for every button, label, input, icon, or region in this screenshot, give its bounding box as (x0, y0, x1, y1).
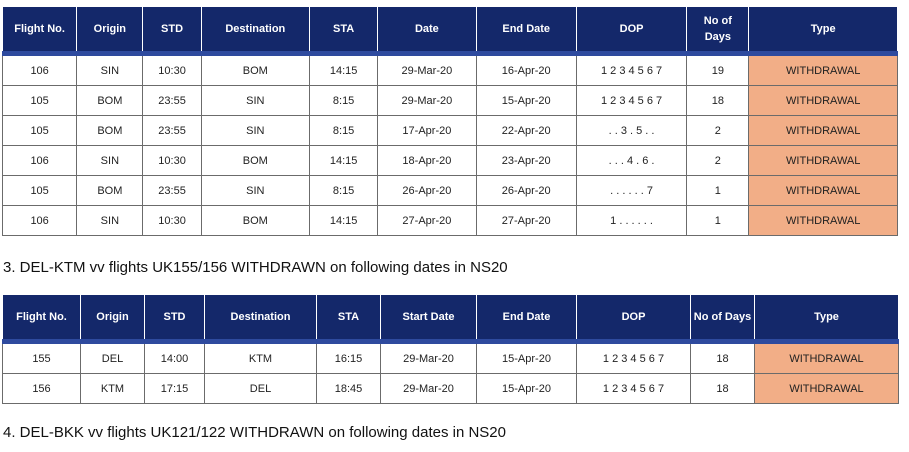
column-header: Destination (205, 295, 317, 342)
type-cell: WITHDRAWAL (749, 86, 898, 116)
column-header: Type (749, 7, 898, 54)
table-cell: 27-Apr-20 (476, 206, 576, 236)
table-cell: 14:15 (310, 206, 378, 236)
table-cell: 106 (3, 206, 77, 236)
column-header: STD (143, 7, 201, 54)
table-cell: 8:15 (310, 176, 378, 206)
table-cell: 106 (3, 146, 77, 176)
table-row (3, 206, 898, 236)
table-cell: . . . . . . 7 (576, 176, 686, 206)
table-cell: 1 2 3 4 5 6 7 (576, 54, 686, 86)
table-cell: 156 (3, 374, 81, 404)
column-header: Origin (81, 295, 145, 342)
table-cell: 10:30 (143, 54, 201, 86)
type-cell: WITHDRAWAL (749, 146, 898, 176)
table-cell: 18-Apr-20 (378, 146, 476, 176)
table-cell: 14:00 (145, 342, 205, 374)
column-header: Flight No. (3, 7, 77, 54)
table-cell: BOM (77, 176, 143, 206)
table-cell: 10:30 (143, 206, 201, 236)
table-cell: 23-Apr-20 (476, 146, 576, 176)
table-cell: 29-Mar-20 (378, 86, 476, 116)
table-cell: SIN (201, 86, 309, 116)
column-header: DOP (577, 295, 691, 342)
table-cell: 106 (3, 54, 77, 86)
table-cell: 29-Mar-20 (378, 54, 476, 86)
table-cell: 18:45 (317, 374, 381, 404)
column-header: STA (310, 7, 378, 54)
table-cell: 26-Apr-20 (476, 176, 576, 206)
column-header: Start Date (381, 295, 477, 342)
table-cell: 16:15 (317, 342, 381, 374)
column-header: DOP (576, 7, 686, 54)
table-cell: 2 (687, 116, 749, 146)
table-cell: 155 (3, 342, 81, 374)
table-cell: 1 2 3 4 5 6 7 (577, 342, 691, 374)
table-cell: 105 (3, 176, 77, 206)
table-cell: DEL (205, 374, 317, 404)
table-cell: KTM (81, 374, 145, 404)
table-cell: 23:55 (143, 176, 201, 206)
table-cell: SIN (77, 54, 143, 86)
column-header: No of Days (687, 7, 749, 54)
table-cell: SIN (201, 176, 309, 206)
table-cell: 105 (3, 116, 77, 146)
table-row (3, 146, 898, 176)
type-cell: WITHDRAWAL (749, 54, 898, 86)
table-cell: 17:15 (145, 374, 205, 404)
table-cell: 1 2 3 4 5 6 7 (577, 374, 691, 404)
table-cell: 8:15 (310, 116, 378, 146)
table-cell: 15-Apr-20 (477, 374, 577, 404)
table-cell: . . . 4 . 6 . (576, 146, 686, 176)
table-row (3, 54, 898, 86)
table-row (3, 86, 898, 116)
table-cell: 1 (687, 176, 749, 206)
table-cell: 8:15 (310, 86, 378, 116)
section-4-heading: 4. DEL-BKK vv flights UK121/122 WITHDRAWN on following dates in NS20 (3, 424, 506, 441)
table-row (3, 176, 898, 206)
type-cell: WITHDRAWAL (749, 206, 898, 236)
table-cell: 14:15 (310, 54, 378, 86)
column-header: End Date (476, 7, 576, 54)
table-cell: 10:30 (143, 146, 201, 176)
table-cell: 27-Apr-20 (378, 206, 476, 236)
table-cell: BOM (77, 86, 143, 116)
table-header-row (3, 7, 898, 54)
table-cell: 2 (687, 146, 749, 176)
table-cell: 23:55 (143, 86, 201, 116)
table-cell: BOM (201, 146, 309, 176)
table-cell: 1 (687, 206, 749, 236)
table-cell: 18 (691, 374, 755, 404)
table-header-row (3, 295, 899, 342)
type-cell: WITHDRAWAL (749, 116, 898, 146)
table-cell: 18 (687, 86, 749, 116)
column-header: Date (378, 7, 476, 54)
table-cell: 22-Apr-20 (476, 116, 576, 146)
column-header: STD (145, 295, 205, 342)
table-row (3, 342, 899, 374)
table-cell: 23:55 (143, 116, 201, 146)
table-cell: 29-Mar-20 (381, 342, 477, 374)
table-cell: KTM (205, 342, 317, 374)
table-cell: SIN (201, 116, 309, 146)
table-cell: 15-Apr-20 (476, 86, 576, 116)
flight-withdrawal-table-2 (2, 294, 899, 404)
table-cell: 15-Apr-20 (477, 342, 577, 374)
flight-withdrawal-table-1 (2, 6, 898, 236)
table-cell: 1 . . . . . . (576, 206, 686, 236)
table-cell: 17-Apr-20 (378, 116, 476, 146)
table-cell: BOM (77, 116, 143, 146)
column-header: STA (317, 295, 381, 342)
type-cell: WITHDRAWAL (755, 342, 899, 374)
table-cell: SIN (77, 206, 143, 236)
table-cell: 18 (691, 342, 755, 374)
table-cell: BOM (201, 54, 309, 86)
table-cell: 1 2 3 4 5 6 7 (576, 86, 686, 116)
table-cell: 14:15 (310, 146, 378, 176)
table-cell: 26-Apr-20 (378, 176, 476, 206)
column-header: End Date (477, 295, 577, 342)
table-cell: 29-Mar-20 (381, 374, 477, 404)
table-row (3, 374, 899, 404)
column-header: No of Days (691, 295, 755, 342)
table-cell: 19 (687, 54, 749, 86)
table-cell: 105 (3, 86, 77, 116)
type-cell: WITHDRAWAL (749, 176, 898, 206)
table-cell: SIN (77, 146, 143, 176)
column-header: Flight No. (3, 295, 81, 342)
table-cell: . . 3 . 5 . . (576, 116, 686, 146)
section-3-heading: 3. DEL-KTM vv flights UK155/156 WITHDRAWN on following dates in NS20 (3, 259, 508, 276)
column-header: Origin (77, 7, 143, 54)
table-cell: DEL (81, 342, 145, 374)
table-row (3, 116, 898, 146)
column-header: Destination (201, 7, 309, 54)
table-cell: 16-Apr-20 (476, 54, 576, 86)
column-header: Type (755, 295, 899, 342)
type-cell: WITHDRAWAL (755, 374, 899, 404)
table-cell: BOM (201, 206, 309, 236)
